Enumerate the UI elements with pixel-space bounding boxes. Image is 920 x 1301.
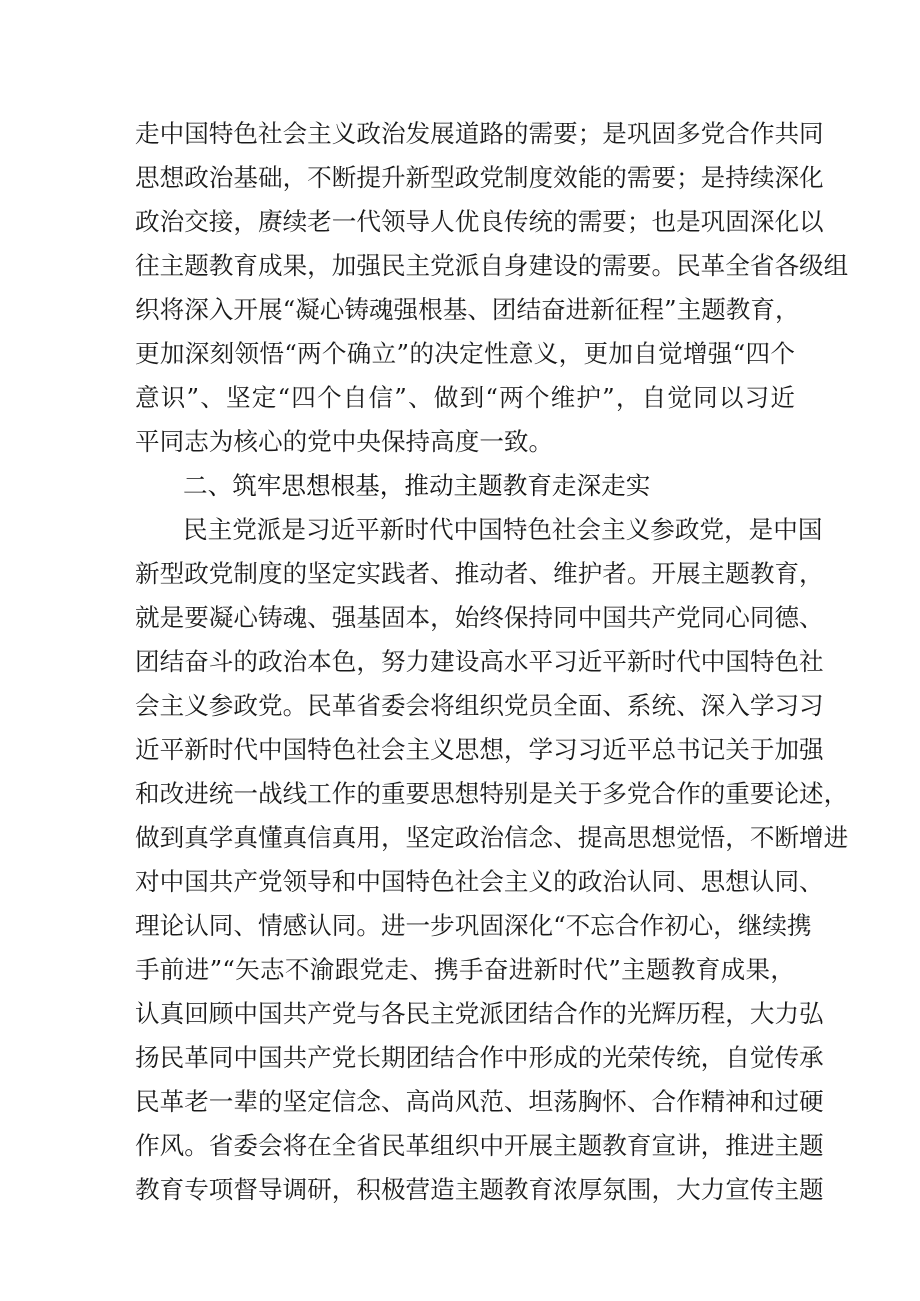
paragraph-2-line-5: 会主义参政党。民革省委会将组织党员全面、系统、深入学习习	[135, 691, 824, 720]
paragraph-2-line-16: 教育专项督导调研，积极营造主题教育浓厚氛围，大力宣传主题	[135, 1175, 824, 1204]
paragraph-1-line-2: 思想政治基础，不断提升新型政党制度效能的需要；是持续深化	[135, 163, 824, 192]
paragraph-2-line-3: 就是要凝心铸魂、强基固本，始终保持同中国共产党同心同德、	[135, 603, 824, 632]
paragraph-2-line-8: 做到真学真懂真信真用，坚定政治信念、提高思想觉悟，不断增进	[135, 823, 849, 852]
paragraph-2-line-15: 作风。省委会将在全省民革组织中开展主题教育宣讲，推进主题	[135, 1131, 824, 1160]
section-heading: 二、筑牢思想根基，推动主题教育走深走实	[183, 471, 651, 500]
paragraph-1-line-8: 平同志为核心的党中央保持高度一致。	[135, 427, 554, 456]
paragraph-1-line-3: 政治交接，赓续老一代领导人优良传统的需要；也是巩固深化以	[135, 207, 824, 236]
paragraph-2-line-9: 对中国共产党领导和中国特色社会主义的政治认同、思想认同、	[135, 867, 824, 896]
paragraph-2-line-7: 和改进统一战线工作的重要思想特别是关于多党合作的重要论述，	[135, 779, 849, 808]
paragraph-1-line-7: 意识”、坚定“四个自信”、做到“两个维护”，自觉同以习近	[135, 383, 795, 412]
paragraph-2-line-4: 团结奋斗的政治本色，努力建设高水平习近平新时代中国特色社	[135, 647, 824, 676]
paragraph-2-line-12: 认真回顾中国共产党与各民主党派团结合作的光辉历程，大力弘	[135, 999, 824, 1028]
paragraph-2-line-2: 新型政党制度的坚定实践者、推动者、维护者。开展主题教育，	[135, 559, 824, 588]
paragraph-2-line-6: 近平新时代中国特色社会主义思想，学习习近平总书记关于加强	[135, 735, 824, 764]
paragraph-1-line-5: 织将深入开展“凝心铸魂强根基、团结奋进新征程”主题教育，	[135, 295, 800, 324]
paragraph-2-line-1: 民主党派是习近平新时代中国特色社会主义参政党，是中国	[183, 515, 823, 544]
paragraph-2-line-10: 理论认同、情感认同。进一步巩固深化“不忘合作初心，继续携	[135, 911, 812, 940]
paragraph-2-line-14: 民革老一辈的坚定信念、高尚风范、坦荡胸怀、合作精神和过硬	[135, 1087, 824, 1116]
paragraph-1-line-1: 走中国特色社会主义政治发展道路的需要；是巩固多党合作共同	[135, 119, 824, 148]
paragraph-2-line-11: 手前进”“矢志不渝跟党走、携手奋进新时代”主题教育成果，	[135, 955, 795, 984]
paragraph-2-line-13: 扬民革同中国共产党长期团结合作中形成的光荣传统，自觉传承	[135, 1043, 824, 1072]
paragraph-1-line-4: 往主题教育成果，加强民主党派自身建设的需要。民革全省各级组	[135, 251, 849, 280]
paragraph-1-line-6: 更加深刻领悟“两个确立”的决定性意义，更加自觉增强“四个	[135, 339, 795, 368]
